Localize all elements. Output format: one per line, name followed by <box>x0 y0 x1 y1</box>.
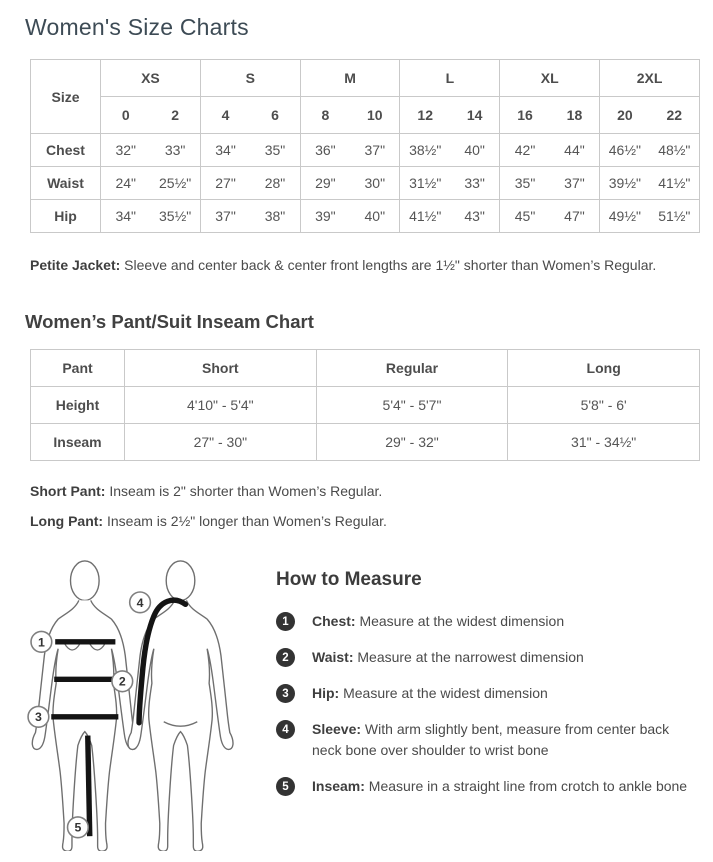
size-group-label: S <box>200 60 300 97</box>
inseam-row-label: Height <box>31 387 125 424</box>
size-chart-table <box>30 59 700 233</box>
measure-step <box>276 719 696 761</box>
measurement-cell: 36" 37" <box>300 134 400 167</box>
svg-text:1: 1 <box>37 635 45 650</box>
size-corner-label: Size <box>31 60 101 134</box>
step-text: Inseam: Measure in a straight line from crotch to ankle bone <box>312 778 688 794</box>
measurement-cell: 35" 37" <box>500 167 600 200</box>
size-group-label: M <box>300 60 400 97</box>
svg-text:5: 5 <box>74 820 82 835</box>
inseam-chart-table <box>30 349 700 461</box>
marker-waist <box>112 671 133 692</box>
size-numbers: 20 22 <box>600 97 700 134</box>
pant-length-header: Long <box>508 350 700 387</box>
measurement-cell: 37" 38" <box>200 200 300 233</box>
inseam-cell: 27" - 30" <box>125 424 317 461</box>
measurement-cell: 49½" 51½" <box>600 200 700 233</box>
size-group-label: L <box>400 60 500 97</box>
measure-step <box>276 683 696 704</box>
measurement-figures-illustration <box>25 555 263 851</box>
size-numbers: 12 14 <box>400 97 500 134</box>
inseam-chart-title: Women’s Pant/Suit Inseam Chart <box>25 311 314 332</box>
how-to-measure-title: How to Measure <box>276 569 422 590</box>
petite-jacket-note <box>30 257 700 273</box>
front-body-outline <box>32 561 137 851</box>
size-numbers: 8 10 <box>300 97 400 134</box>
inseam-cell: 5'8" - 6' <box>508 387 700 424</box>
measurement-row-label: Hip <box>31 200 101 233</box>
measure-list <box>276 611 700 797</box>
note-label: Petite Jacket: <box>30 257 121 273</box>
how-to-measure-section <box>25 555 700 856</box>
size-numbers: 4 6 <box>200 97 300 134</box>
note-label: Short Pant: <box>30 483 106 499</box>
size-group-label: 2XL <box>600 60 700 97</box>
pant-length-header: Regular <box>316 350 508 387</box>
measurement-cell: 24" 25½" <box>101 167 201 200</box>
page-title: Women's Size Charts <box>25 14 249 40</box>
size-group-label: XL <box>500 60 600 97</box>
size-group-label: XS <box>101 60 201 97</box>
measurement-cell: 42" 44" <box>500 134 600 167</box>
note-text: Inseam is 2½" longer than Women’s Regular. <box>107 513 387 529</box>
step-number-badge: 2 <box>276 648 295 667</box>
marker-inseam <box>68 817 89 838</box>
step-text: Waist: Measure at the narrowest dimension <box>312 649 584 665</box>
step-number-badge: 1 <box>276 612 295 631</box>
measurement-cell: 41½" 43" <box>400 200 500 233</box>
measurement-cell: 34" 35½" <box>101 200 201 233</box>
measure-step <box>276 611 696 632</box>
note-text: Inseam is 2" shorter than Women’s Regular. <box>109 483 383 499</box>
inseam-measure-line <box>88 736 90 837</box>
measurement-row-label: Chest <box>31 134 101 167</box>
pant-length-header: Short <box>125 350 317 387</box>
inseam-cell: 31" - 34½" <box>508 424 700 461</box>
measure-step <box>276 776 696 797</box>
measure-step <box>276 647 696 668</box>
measurement-cell: 39½" 41½" <box>600 167 700 200</box>
step-text: Chest: Measure at the widest dimension <box>312 613 565 629</box>
step-number-badge: 4 <box>276 720 295 739</box>
inseam-cell: 29" - 32" <box>316 424 508 461</box>
measurement-cell: 45" 47" <box>500 200 600 233</box>
measurement-cell: 46½" 48½" <box>600 134 700 167</box>
marker-chest <box>31 631 52 652</box>
inseam-cell: 4'10" - 5'4" <box>125 387 317 424</box>
step-text: Hip: Measure at the widest dimension <box>312 685 548 701</box>
note-text: Sleeve and center back & center front lengths are 1½" shorter than Women’s Regular. <box>124 257 657 273</box>
measurement-cell: 39" 40" <box>300 200 400 233</box>
svg-text:3: 3 <box>34 710 42 725</box>
measurement-cell: 34" 35" <box>200 134 300 167</box>
svg-text:4: 4 <box>136 595 144 610</box>
marker-hip <box>28 706 49 727</box>
note-label: Long Pant: <box>30 513 104 529</box>
measurement-cell: 32" 33" <box>101 134 201 167</box>
svg-text:2: 2 <box>118 674 126 689</box>
step-number-badge: 5 <box>276 777 295 796</box>
measurement-cell: 38½" 40" <box>400 134 500 167</box>
body-diagram <box>25 555 266 856</box>
step-number-badge: 3 <box>276 684 295 703</box>
size-numbers: 0 2 <box>101 97 201 134</box>
size-numbers: 16 18 <box>500 97 600 134</box>
pant-corner-label: Pant <box>31 350 125 387</box>
inseam-row-label: Inseam <box>31 424 125 461</box>
short-pant-note <box>30 483 700 499</box>
measurement-cell: 31½" 33" <box>400 167 500 200</box>
step-text: Sleeve: With arm slightly bent, measure from center back neck bone over shoulder to wrist bone <box>312 721 670 758</box>
how-to-measure-column <box>266 555 700 856</box>
marker-sleeve <box>130 592 151 613</box>
inseam-cell: 5'4" - 5'7" <box>316 387 508 424</box>
measurement-row-label: Waist <box>31 167 101 200</box>
measurement-cell: 27" 28" <box>200 167 300 200</box>
measurement-cell: 29" 30" <box>300 167 400 200</box>
long-pant-note <box>30 513 700 529</box>
